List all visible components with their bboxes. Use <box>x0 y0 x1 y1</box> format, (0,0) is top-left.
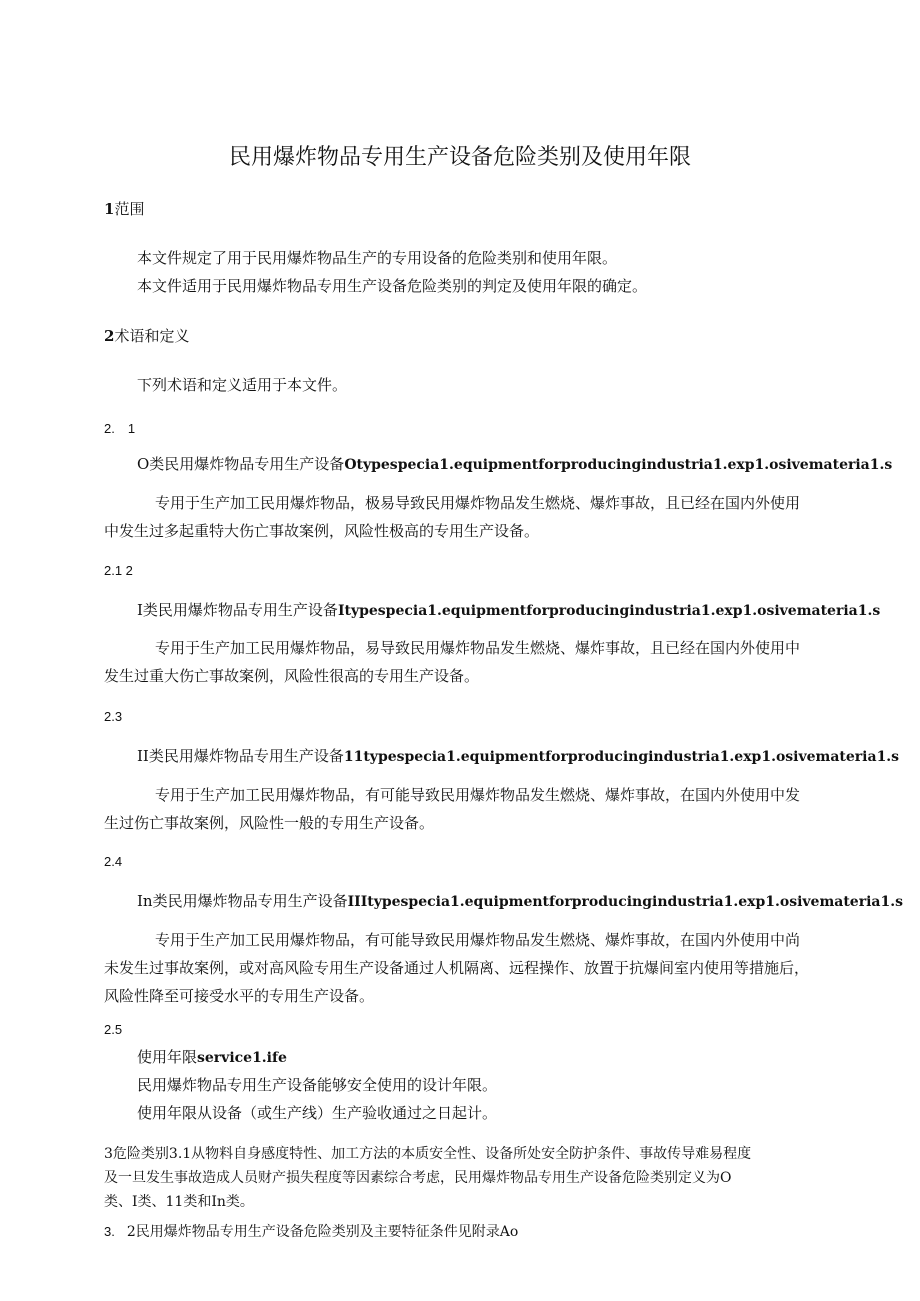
term-4-line-1: 专用于生产加工民用爆炸物品，有可能导致民用爆炸物品发生燃烧、爆炸事故，在国内外使用中尚 <box>155 931 801 949</box>
section-2-intro: 下列术语和定义适用于本文件。 <box>137 376 348 394</box>
term-2-en: Itypespecia1.equipmentforproducingindustria1.exp1.osivemateria1.s <box>337 603 881 619</box>
term-1-en: Otypespecia1.equipmentforproducingindustria1.exp1.osivemateria1.s <box>344 457 893 473</box>
section-1-line-1: 本文件规定了用于民用爆炸物品生产的专用设备的危险类别和使用年限。 <box>137 249 618 267</box>
term-3-line-2: 生过伤亡事故案例，风险性一般的专用生产设备。 <box>104 814 435 832</box>
term-4-heading <box>137 890 903 911</box>
term-4-en: IIItypespecia1.equipmentforproducingindustria1.exp1.osivemateria1.s <box>347 894 903 910</box>
term-1-line-1: 专用于生产加工民用爆炸物品，极易导致民用爆炸物品发生燃烧、爆炸事故，且已经在国内外使用 <box>155 494 801 512</box>
term-3-line-1: 专用于生产加工民用爆炸物品，有可能导致民用爆炸物品发生燃烧、爆炸事故，在国内外使用中发 <box>155 786 801 804</box>
section-3-line-1: 3危险类别3.1从物料自身感度特性、加工方法的本质安全性、设备所处安全防护条件、事故传导难易程度 <box>104 1146 752 1162</box>
section-2-title: 术语和定义 <box>114 327 190 345</box>
term-3-en: 11typespecia1.equipmentforproducingindustria1.exp1.osivemateria1.s <box>343 749 900 765</box>
term-4-line-3: 风险性降至可接受水平的专用生产设备。 <box>104 987 375 1005</box>
term-3-cn: II类民用爆炸物品专用生产设备 <box>137 747 344 765</box>
term-3-number: 2.3 <box>104 709 123 724</box>
section-3-2-text: 2民用爆炸物品专用生产设备危险类别及主要特征条件见附录Ao <box>126 1224 519 1240</box>
term-5-number: 2.5 <box>104 1022 123 1037</box>
term-5-cn: 使用年限 <box>137 1048 198 1066</box>
term-1-heading <box>137 453 892 474</box>
term-1-line-2: 中发生过多起重特大伤亡事故案例，风险性极高的专用生产设备。 <box>104 522 540 540</box>
term-2-number: 2.1 2 <box>104 563 133 578</box>
section-3-line-2: 及一旦发生事故造成人员财产损失程度等因素综合考虑，民用爆炸物品专用生产设备危险类别定义为O <box>104 1170 732 1186</box>
section-1-title: 范围 <box>114 200 145 218</box>
section-3-line-3: 类、I类、11类和In类。 <box>104 1194 254 1210</box>
term-1-number: 2. 1 <box>104 421 136 436</box>
term-4-line-2: 未发生过事故案例，或对高风险专用生产设备通过人机隔离、远程操作、放置于抗爆间室内使用等措施后， <box>104 959 810 977</box>
term-5-heading <box>137 1046 287 1067</box>
section-2-number: 2 <box>104 327 115 345</box>
section-1-line-2: 本文件适用于民用爆炸物品专用生产设备危险类别的判定及使用年限的确定。 <box>137 277 648 295</box>
section-1-heading <box>104 198 144 219</box>
term-2-heading <box>137 599 880 620</box>
page-title: 民用爆炸物品专用生产设备危险类别及使用年限 <box>228 145 691 170</box>
term-4-cn: In类民用爆炸物品专用生产设备 <box>137 892 348 910</box>
term-5-line-2: 使用年限从设备（或生产线）生产验收通过之日起计。 <box>137 1104 498 1122</box>
section-1-number: 1 <box>104 200 115 218</box>
term-2-cn: I类民用爆炸物品专用生产设备 <box>137 601 338 619</box>
section-3-2 <box>104 1221 518 1241</box>
term-5-en: service1.ife <box>197 1050 287 1066</box>
section-2-heading <box>104 325 189 346</box>
section-3-2-number: 3. <box>104 1224 115 1239</box>
term-2-line-2: 发生过重大伤亡事故案例，风险性很高的专用生产设备。 <box>104 667 480 685</box>
term-1-cn: O类民用爆炸物品专用生产设备 <box>137 455 345 473</box>
term-3-heading <box>137 745 899 766</box>
term-2-line-1: 专用于生产加工民用爆炸物品，易导致民用爆炸物品发生燃烧、爆炸事故，且已经在国内外使用中 <box>155 639 801 657</box>
term-4-number: 2.4 <box>104 854 123 869</box>
term-5-line-1: 民用爆炸物品专用生产设备能够安全使用的设计年限。 <box>137 1076 498 1094</box>
